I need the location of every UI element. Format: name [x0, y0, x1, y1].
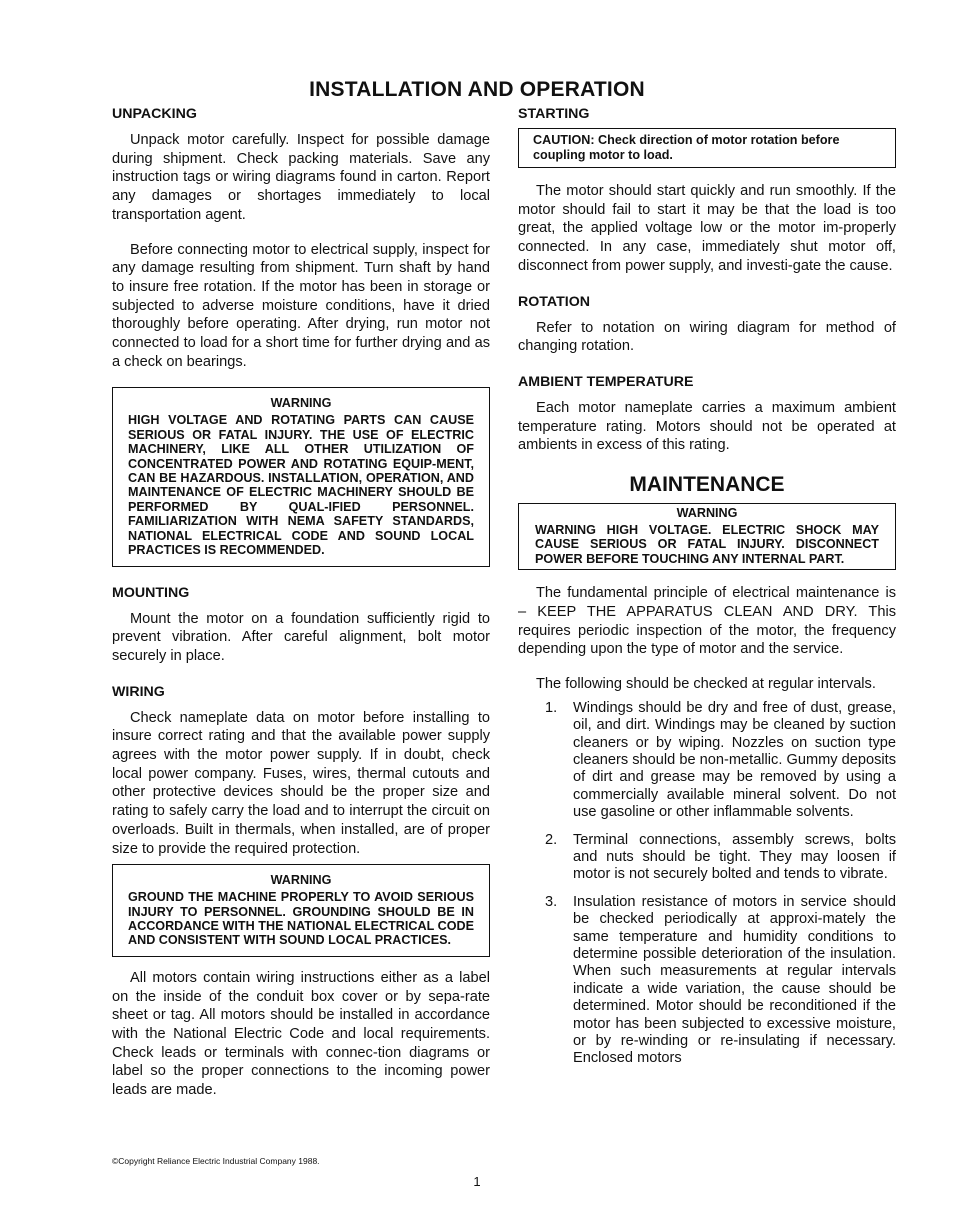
starting-heading: STARTING	[518, 106, 590, 122]
page-number: 1	[473, 1174, 481, 1189]
page-title: INSTALLATION AND OPERATION	[309, 78, 645, 101]
rotation-heading: ROTATION	[518, 293, 590, 310]
caution-box	[518, 128, 896, 168]
list-item-number: 2.	[545, 831, 558, 848]
maintenance-paragraph-1: The fundamental principle of electrical maintenance is – KEEP THE APPARATUS CLEAN AND DRY. This requires periodic inspection of the motor, the frequency depending upon the type of motor and the service.	[518, 585, 896, 658]
ambient-temperature-heading: AMBIENT TEMPERATURE	[518, 373, 694, 390]
grounding-warning-box	[112, 864, 490, 957]
unpacking-heading: UNPACKING	[112, 106, 197, 122]
list-item	[518, 894, 896, 1068]
list-item	[518, 832, 896, 884]
caution-text: CAUTION: Check direction of motor rotation before coupling motor to load.	[533, 133, 840, 162]
list-item-number: 3.	[545, 893, 558, 910]
wiring-paragraph-2: All motors contain wiring instructions either as a label on the inside of the conduit box cover or by sepa-rate sheet or tag. All motors should be installed in accordance with the National Electric Code and local requirements. Check leads or terminals with connec-tion diagrams or label so the proper connections to the incoming power leads are made.	[112, 969, 490, 1099]
wiring-heading: WIRING	[112, 683, 165, 700]
list-item-text: Insulation resistance of motors in service should be checked periodically at approxi-mately the same temperature and humidity conditions to determine possible deterioration of the insulation. When such measurements at regular intervals indicate a wide variation, the cause should be determined. Motor should be reconditioned if the motor has been subjected to excessive moisture, or by re-winding or re-insulating if necessary. Enclosed motors	[573, 893, 896, 1067]
warning-title: WARNING	[270, 873, 332, 888]
shock-warning-box	[518, 503, 896, 570]
warning-title: WARNING	[676, 506, 738, 521]
right-column	[518, 104, 896, 1078]
copyright-notice: ©Copyright Reliance Electric Industrial Company 1988.	[112, 1156, 320, 1166]
warning-text: GROUND THE MACHINE PROPERLY TO AVOID SERIOUS INJURY TO PERSONNEL. GROUNDING SHOULD BE IN ACCORDANCE WITH THE NATIONAL ELECTRICAL CODE AND CONSISTENT WITH SOUND LOCAL PRACTICES.	[128, 890, 474, 948]
maintenance-checklist	[518, 700, 896, 1068]
left-column	[112, 104, 490, 1116]
maintenance-paragraph-2: The following should be checked at regular intervals.	[536, 676, 876, 693]
unpacking-paragraph-2: Before connecting motor to electrical supply, inspect for any damage resulting from shipment. Turn shaft by hand to insure free rotation. If the motor has been in storage or subjected to adverse moisture conditions, have it dried thoroughly before operating. After drying, run motor not connected to load for a short time for further drying and as a check on bearings.	[112, 241, 490, 370]
list-item-text: Windings should be dry and free of dust, grease, oil, and dirt. Windings may be cleaned by suction cleaners or by wiping. Nozzles on suction type cleaners should be non-metallic. Gummy deposits of dirt and grease may be removed by using a commercially available mineral solvent. Do not use gasoline or other inflammable solvents.	[573, 699, 896, 821]
list-item-number: 1.	[545, 699, 558, 716]
maintenance-title: MAINTENANCE	[629, 473, 785, 497]
mounting-heading: MOUNTING	[112, 584, 190, 601]
high-voltage-warning-box	[112, 387, 490, 566]
unpacking-paragraph-1: Unpack motor carefully. Inspect for possible damage during shipment. Check packing materials. Save any instruction tags or wiring diagrams found in carton. Report any damages or shortages immediately to local transportation agent.	[112, 132, 490, 223]
starting-paragraph: The motor should start quickly and run smoothly. If the motor should fail to start it may be that the load is too great, the applied voltage low or the motor im-properly connected. In any case, immediately shut motor off, disconnect from power supply, and investi-gate the cause.	[518, 183, 896, 274]
list-item-text: Terminal connections, assembly screws, bolts and nuts should be tight. They may loosen if motor is not securely bolted and tends to vibrate.	[573, 831, 896, 883]
wiring-paragraph-1: Check nameplate data on motor before installing to insure correct rating and that the available power supply agrees with the motor power supply. If in doubt, check local power company. Fuses, wires, thermal cutouts and other protective devices should be the proper size and rating to safely carry the load and to interrupt the circuit on overloads. Built in thermals, when installed, are of proper size to provide the required protection.	[112, 709, 490, 857]
warning-title: WARNING	[270, 396, 332, 411]
rotation-paragraph: Refer to notation on wiring diagram for method of changing rotation.	[518, 319, 896, 355]
mounting-paragraph: Mount the motor on a foundation sufficiently rigid to prevent vibration. After careful alignment, bolt motor securely in place.	[112, 610, 490, 664]
warning-text: WARNING HIGH VOLTAGE. ELECTRIC SHOCK MAY CAUSE SERIOUS OR FATAL INJURY. DISCONNECT POWER BEFORE TOUCHING ANY INTERNAL PART.	[535, 523, 879, 566]
ambient-temperature-paragraph: Each motor nameplate carries a maximum ambient temperature rating. Motors should not be operated at ambients in excess of this rating.	[518, 399, 896, 454]
warning-text: HIGH VOLTAGE AND ROTATING PARTS CAN CAUSE SERIOUS OR FATAL INJURY. THE USE OF ELECTRIC MACHINERY, LIKE ALL OTHER UTILIZATION OF CONCENTRATED POWER AND ROTATING EQUIP-MENT, CAN BE HAZARDOUS. INSTALLATION, OPERATION, AND MAINTENANCE OF ELECTRIC MACHINERY SHOULD BE PERFORMED BY QUAL-IFIED PERSONNEL. FAMILIARIZATION WITH NEMA SAFETY STANDARDS, NATIONAL ELECTRICAL CODE AND SOUND LOCAL PRACTICES IS RECOMMENDED.	[128, 413, 474, 558]
list-item	[518, 700, 896, 822]
